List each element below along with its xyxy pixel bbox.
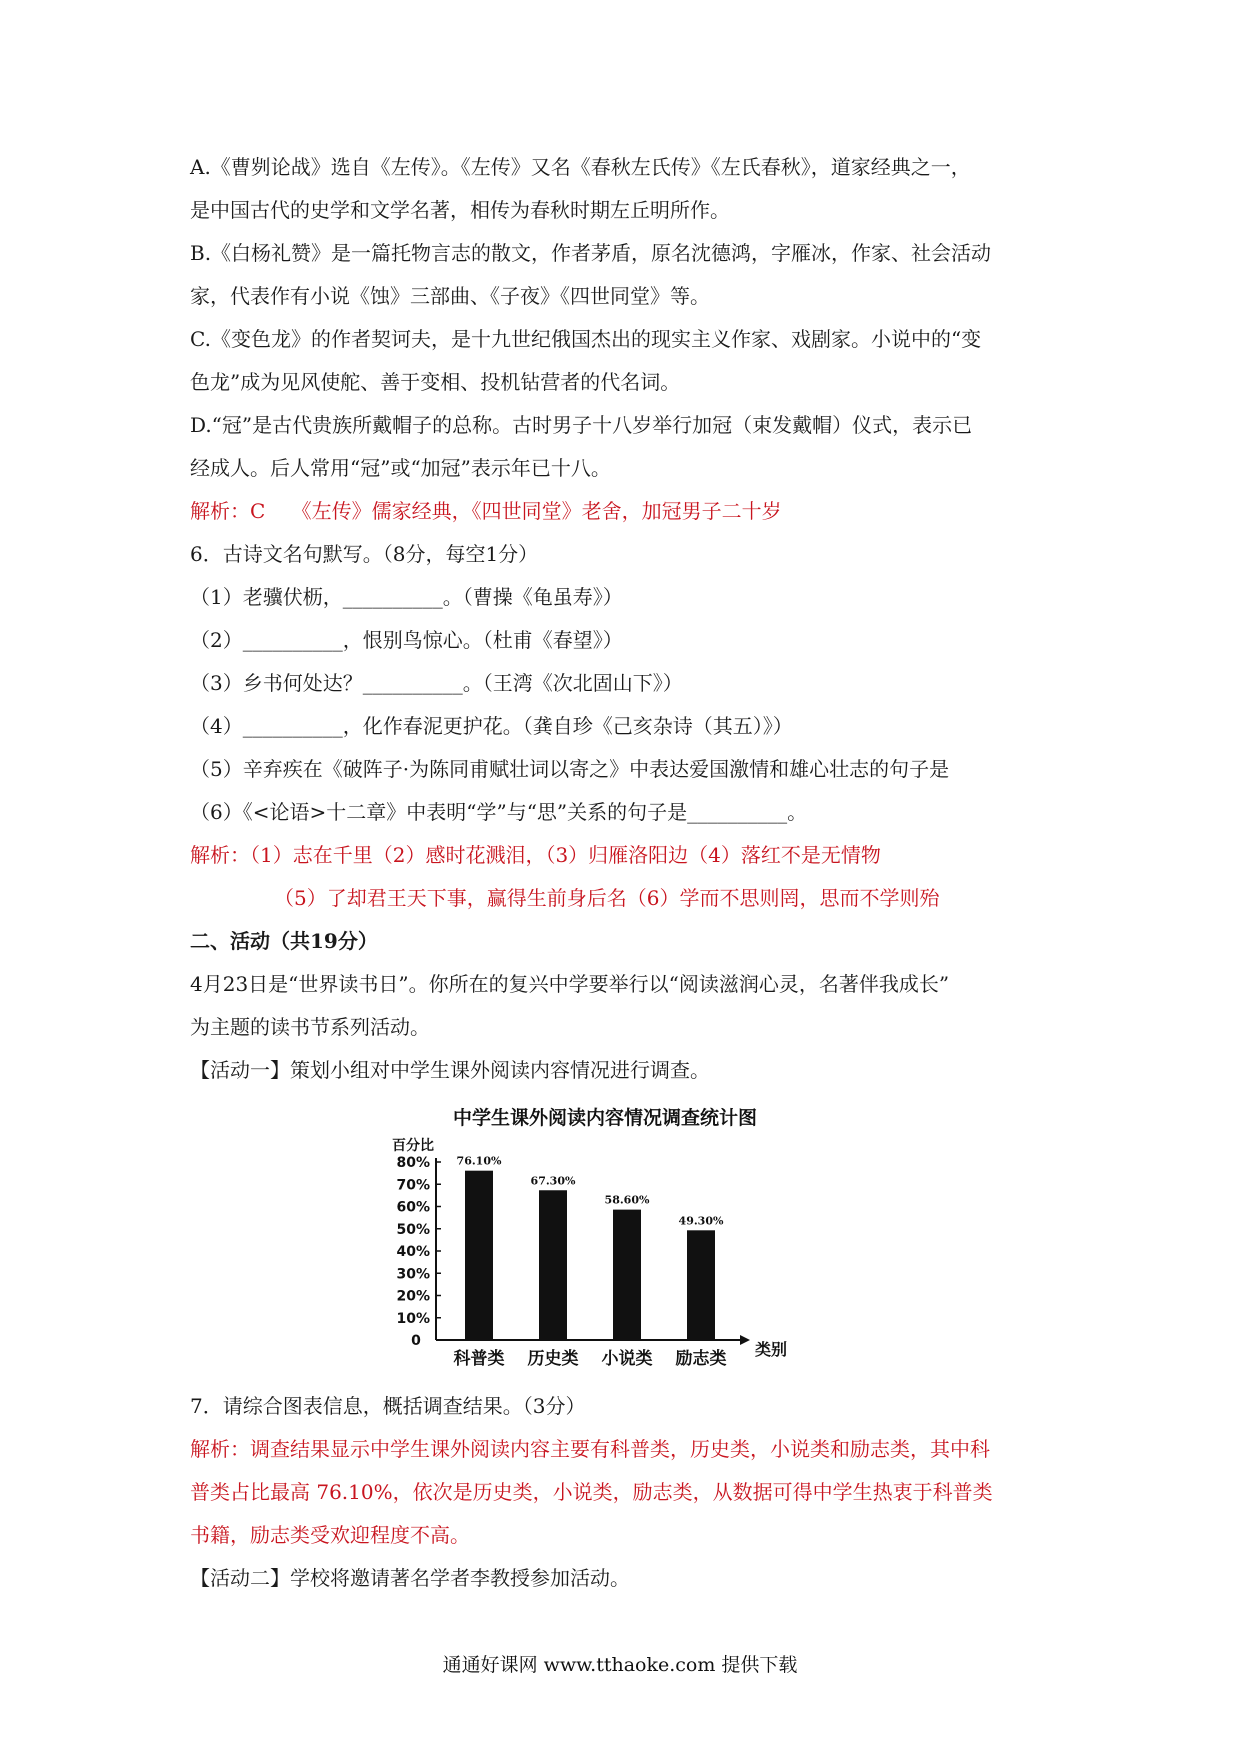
q6-item-4: （4）__________，化作春泥更护花。（龚自珍《己亥杂诗（其五）》） [190, 714, 793, 738]
chart-value-label: 67.30% [530, 1174, 576, 1188]
q6-answer-label: 解析： [190, 843, 250, 867]
chart-y-tick-label: 50% [396, 1221, 430, 1238]
chart-y-tick-label: 30% [396, 1266, 430, 1283]
reading-survey-chart [190, 1098, 1060, 1383]
activity-1: 【活动一】策划小组对中学生课外阅读内容情况进行调查。 [190, 1058, 710, 1082]
option-c [190, 318, 1060, 404]
chart-value-label: 49.30% [678, 1214, 724, 1228]
q6-item-3: （3）乡书何处达？__________。（王湾《次北固山下》） [190, 671, 683, 695]
q6-answer-line-2: （5）了却君王天下事，赢得生前身后名（6）学而不思则罔，思而不学则殆 [274, 886, 940, 910]
option-d-line-2: 经成人。后人常用“冠”或“加冠”表示年已十八。 [190, 456, 611, 480]
option-d [190, 404, 1060, 490]
page-footer: 通通好课网 www.tthaoke.com 提供下载 [442, 1654, 798, 1676]
chart-y-tick-label: 60% [396, 1199, 430, 1216]
chart-category-label: 历史类 [527, 1349, 579, 1369]
chart-bar [539, 1190, 567, 1340]
chart-x-axis-label: 类别 [755, 1340, 788, 1359]
chart-y-tick-label: 20% [396, 1288, 430, 1305]
section-2-intro-line-2: 为主题的读书节系列活动。 [190, 1015, 430, 1039]
q7-answer-line-2: 普类占比最高 76.10%，依次是历史类，小说类，励志类，从数据可得中学生热衷于科普类 [190, 1480, 993, 1504]
q6-item-1: （1）老骥伏枥，__________。（曹操《龟虽寿》） [190, 585, 623, 609]
chart-bar [613, 1210, 641, 1340]
chart-bar [687, 1230, 715, 1340]
option-c-line-1: C.《变色龙》的作者契诃夫，是十九世纪俄国杰出的现实主义作家、戏剧家。小说中的“变 [190, 327, 982, 351]
section-2-intro-line-1: 4月23日是“世界读书日”。你所在的复兴中学要举行以“阅读滋润心灵，名著伴我成长” [190, 972, 950, 996]
chart-x-axis-arrow [740, 1335, 750, 1345]
chart-bar [465, 1171, 493, 1340]
q5-answer: 解析：C 《左传》儒家经典，《四世同堂》老舍，加冠男子二十岁 [190, 499, 782, 523]
option-b [190, 232, 1060, 318]
chart-y-tick-label: 0 [411, 1333, 421, 1349]
option-b-line-2: 家，代表作有小说《蚀》三部曲、《子夜》《四世同堂》等。 [190, 284, 710, 308]
section-2-heading: 二、活动（共19分） [190, 929, 378, 953]
activity-2: 【活动二】学校将邀请著名学者李教授参加活动。 [190, 1566, 630, 1590]
q6-title: 6．古诗文名句默写。（8分，每空1分） [190, 542, 539, 566]
option-c-line-2: 色龙”成为见风使舵、善于变相、投机钻营者的代名词。 [190, 370, 681, 394]
chart-value-label: 76.10% [456, 1154, 502, 1168]
chart-y-tick-label: 70% [396, 1177, 430, 1194]
q7-answer-line-1: 解析：调查结果显示中学生课外阅读内容主要有科普类，历史类，小说类和励志类，其中科 [190, 1437, 990, 1461]
document-page [190, 146, 1060, 1600]
chart-y-axis-label: 百分比 [392, 1138, 434, 1154]
q6-item-2: （2）__________，恨别鸟惊心。（杜甫《春望》） [190, 628, 623, 652]
option-b-line-1: B.《白杨礼赞》是一篇托物言志的散文，作者茅盾，原名沈德鸿，字雁冰，作家、社会活动 [190, 241, 992, 265]
q7-answer-line-3: 书籍，励志类受欢迎程度不高。 [190, 1523, 470, 1547]
chart-title: 中学生课外阅读内容情况调查统计图 [452, 1107, 758, 1129]
q6-item-5: （5）辛弃疾在《破阵子·为陈同甫赋壮词以寄之》中表达爱国激情和雄心壮志的句子是 [190, 757, 950, 781]
chart-y-tick-label: 40% [396, 1244, 430, 1260]
bar-chart-svg [370, 1098, 790, 1383]
q6-item-6: （6）《<论语>十二章》中表明“学”与“思”关系的句子是__________。 [190, 800, 808, 824]
chart-category-label: 科普类 [453, 1349, 505, 1369]
chart-y-tick-label: 10% [396, 1310, 430, 1327]
option-d-line-1: D.“冠”是古代贵族所戴帽子的总称。古时男子十八岁举行加冠（束发戴帽）仪式，表示已 [190, 413, 973, 437]
chart-category-label: 小说类 [601, 1349, 653, 1369]
option-a [190, 146, 1060, 232]
q6-answer-line-1 [190, 834, 1060, 877]
chart-value-label: 58.60% [604, 1193, 650, 1207]
q6-answer-part-1: （1）志在千里（2）感时花溅泪，（3）归雁洛阳边（4）落红不是无情物 [250, 843, 881, 867]
chart-category-label: 励志类 [675, 1349, 727, 1369]
q7-title: 7．请综合图表信息，概括调查结果。（3分） [190, 1394, 586, 1418]
chart-y-tick-label: 80% [396, 1155, 430, 1171]
option-a-line-2: 是中国古代的史学和文学名著，相传为春秋时期左丘明所作。 [190, 198, 730, 222]
option-a-line-1: A.《曹刿论战》选自《左传》。《左传》又名《春秋左氏传》《左氏春秋》，道家经典之一， [190, 155, 971, 179]
